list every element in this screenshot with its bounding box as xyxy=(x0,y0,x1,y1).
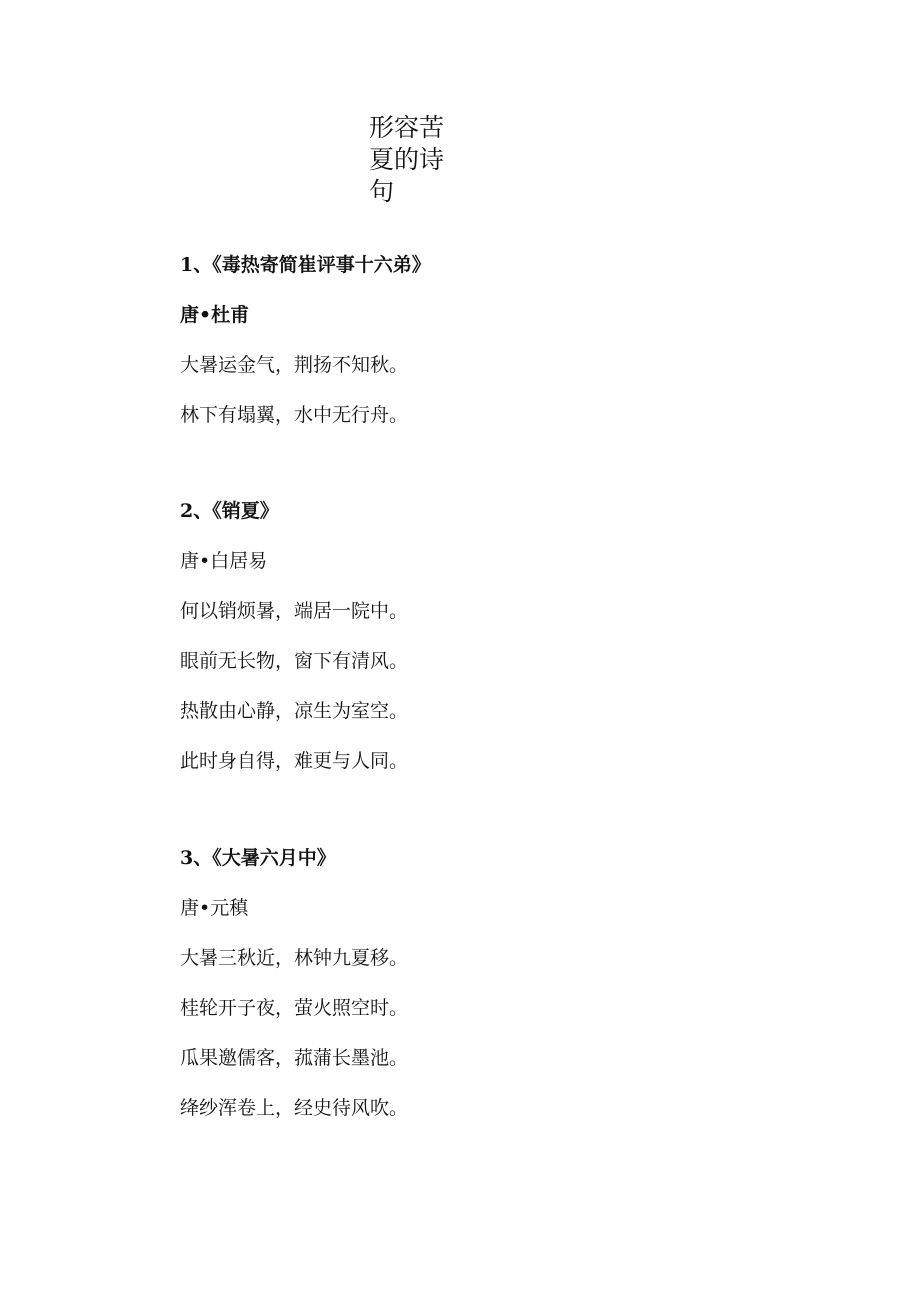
poem-author: 唐•元稹 xyxy=(180,897,249,919)
poem-line: 瓜果邀儒客，菰蒲长墨池。 xyxy=(180,1047,409,1069)
poem-line: 此时身自得，难更与人同。 xyxy=(180,750,409,772)
poem-heading: 3、《大暑六月中》 xyxy=(180,847,336,869)
poem-section xyxy=(180,846,408,1120)
poem-line: 绛纱浑卷上，经史待风吹。 xyxy=(180,1097,409,1119)
poem-line: 桂轮开子夜，萤火照空时。 xyxy=(180,997,409,1019)
poem-section xyxy=(180,253,431,427)
poem-line: 大暑运金气，荆扬不知秋。 xyxy=(180,354,409,376)
poem-heading: 1、《毒热寄简崔评事十六弟》 xyxy=(180,254,431,276)
page-title: 形容苦夏的诗句 xyxy=(369,113,445,206)
poem-author: 唐•白居易 xyxy=(180,550,268,572)
poem-line: 林下有塌翼，水中无行舟。 xyxy=(180,404,409,426)
poem-section xyxy=(180,499,408,773)
poem-heading: 2、《销夏》 xyxy=(180,500,279,522)
poem-line: 何以销烦暑，端居一院中。 xyxy=(180,600,409,622)
poem-line: 热散由心静，凉生为室空。 xyxy=(180,700,409,722)
poem-line: 大暑三秋近，林钟九夏移。 xyxy=(180,947,409,969)
poem-line: 眼前无长物，窗下有清风。 xyxy=(180,650,409,672)
poem-author: 唐•杜甫 xyxy=(180,304,250,326)
